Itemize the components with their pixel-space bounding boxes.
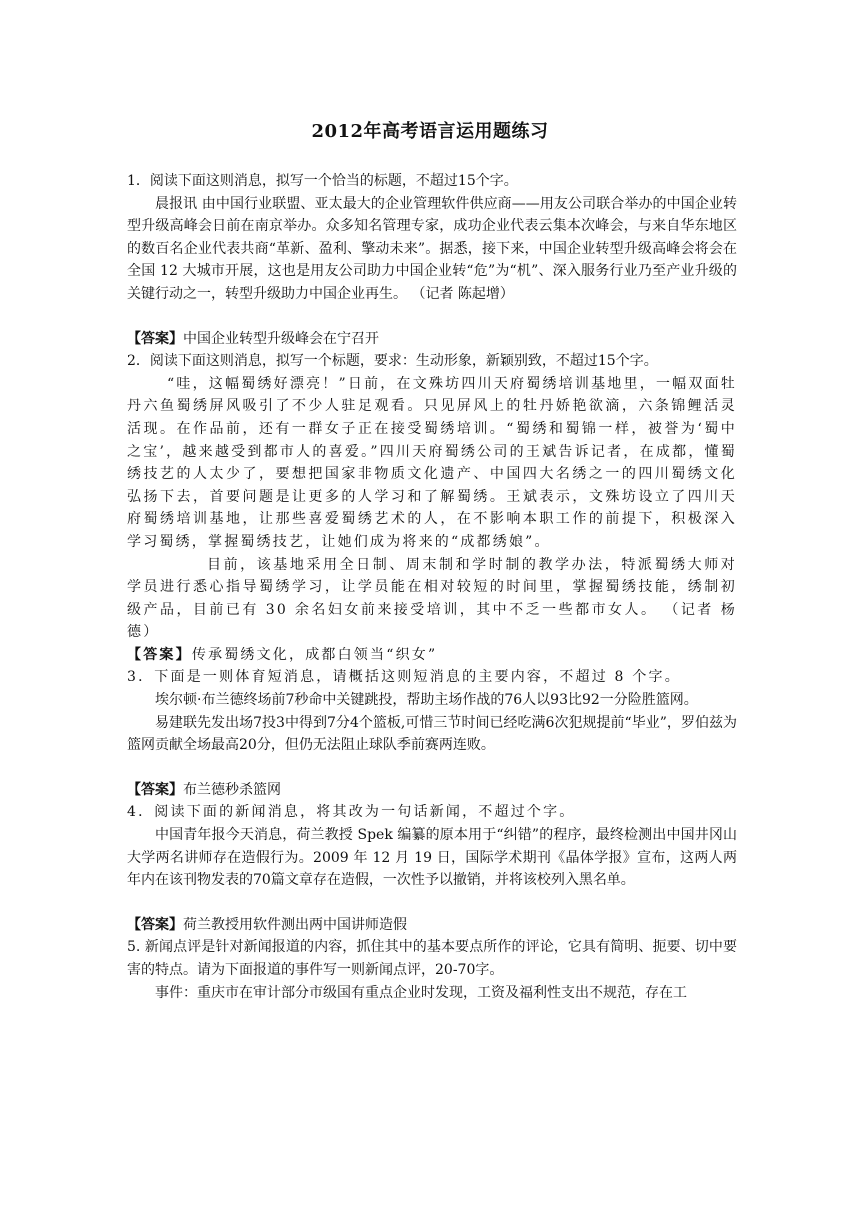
question-5-text: 事件：重庆市在审计部分市级国有重点企业时发现，工资及福利性支出不规范，存在工: [155, 984, 687, 1001]
question-1-text: 晨报讯 由中国行业联盟、亚太最大的企业管理软件供应商——用友公司联合举办的中国企业转型升级高峰会日前在南京举办。众多知名管理专家，成功企业代表云集本次峰会，与来自华东地区的数百名企业代表共商“革新、盈利、擎动未来”。据悉，接下来，中国企业转型升级高峰会将会在全国 12 大城市开展，这也是用友公司助力中国企业转“危”为“机”、深入服务行业乃至产业升级的关键行动之一，转型升级助力中国企业再生。 （记者 陈起增）: [127, 195, 737, 302]
question-1-prompt: 1．阅读下面这则消息，拟写一个恰当的标题，不超过15个字。: [127, 173, 518, 189]
question-1-answer: [127, 328, 737, 351]
answer-tag: 【答案】: [127, 330, 183, 347]
answer-tag: 【答案】: [127, 916, 183, 933]
question-3-paragraph-1: 埃尔顿·布兰德终场前7秒命中关键跳投，帮助主场作战的76人以93比92一分险胜篮网。: [155, 692, 698, 709]
question-2-paragraph-2: 目前，该基地采用全日制、周末制和学时制的教学办法，特派蜀绣大师对学员进行悉心指导蜀绣学习，让学员能在相对较短的时间里，掌握蜀绣技能，绣制初级产品，目前已有 30 余名妇女前来接受培训，其中不乏一些都市女人。 （记者 杨德）: [127, 556, 737, 641]
spacer: [127, 306, 737, 328]
question-3-prompt: 3．下面是一则体育短消息，请概括这则短消息的主要内容，不超过 8 个字。: [127, 669, 681, 686]
spacer: [127, 757, 737, 779]
answer-text: 荷兰教授用软件测出两中国讲师造假: [183, 916, 407, 933]
question-3-paragraph-2: 易建联先发出场7投3中得到7分4个篮板,可惜三节时间已经吃满6次犯规提前“毕业”，罗伯兹为篮网贡献全场最高20分，但仍无法阻止球队季前赛两连败。: [127, 714, 737, 754]
question-2-paragraph-1: “哇，这幅蜀绣好漂亮！”日前，在文殊坊四川天府蜀绣培训基地里，一幅双面牡丹六鱼蜀绣屏风吸引了不少人驻足观看。只见屏风上的牡丹娇艳欲滴，六条锦鲤活灵活现。在作品前，还有一群女子正在接受蜀绣培训。“蜀绣和蜀锦一样，被誉为‘蜀中之宝’，越来越受到都市人的喜爱。”四川天府蜀绣公司的王斌告诉记者，在成都，懂蜀绣技艺的人太少了，要想把国家非物质文化遗产、中国四大名绣之一的四川蜀绣文化弘扬下去，首要问题是让更多的人学习和了解蜀绣。王斌表示，文殊坊设立了四川天府蜀绣培训基地，让那些喜爱蜀绣艺术的人，在不影响本职工作的前提下，积极深入学习蜀绣，掌握蜀绣技艺，让她们成为将来的“成都绣娘”。: [127, 375, 737, 550]
question-5-prompt: 5. 新闻点评是针对新闻报道的内容，抓住其中的基本要点所作的评论，它具有简明、扼要、切中要害的特点。请为下面报道的事件写一则新闻点评，20-70字。: [127, 939, 737, 978]
answer-text: 中国企业转型升级峰会在宁召开: [183, 330, 379, 347]
question-4-answer: [127, 914, 737, 937]
question-4-text: 中国青年报今天消息，荷兰教授 Spek 编纂的原本用于“纠错”的程序，最终检测出中国井冈山大学两名讲师存在造假行为。2009 年 12 月 19 日，国际学术期刊《晶体学报》宣布，这两人两年内在该刊物发表的70篇文章存在造假，一次性予以撤销，并将该校列入黑名单。: [127, 827, 737, 889]
answer-tag: 【答案】: [127, 646, 192, 663]
document-body: [127, 170, 737, 1004]
answer-text: 布兰德秒杀篮网: [183, 781, 281, 798]
document-title: 2012年高考语言运用题练习: [311, 121, 549, 142]
question-2-answer: [127, 644, 737, 667]
question-2-prompt: 2．阅读下面这则消息，拟写一个标题，要求：生动形象，新颖别致，不超过15个字。: [127, 353, 658, 370]
answer-text: 传承蜀绣文化，成都白领当“织女”: [191, 646, 438, 663]
spacer: [127, 892, 737, 914]
answer-tag: 【答案】: [127, 781, 183, 798]
question-3-answer: [127, 779, 737, 802]
question-4-prompt: 4．阅读下面的新闻消息，将其改为一句话新闻，不超过个字。: [127, 804, 576, 821]
